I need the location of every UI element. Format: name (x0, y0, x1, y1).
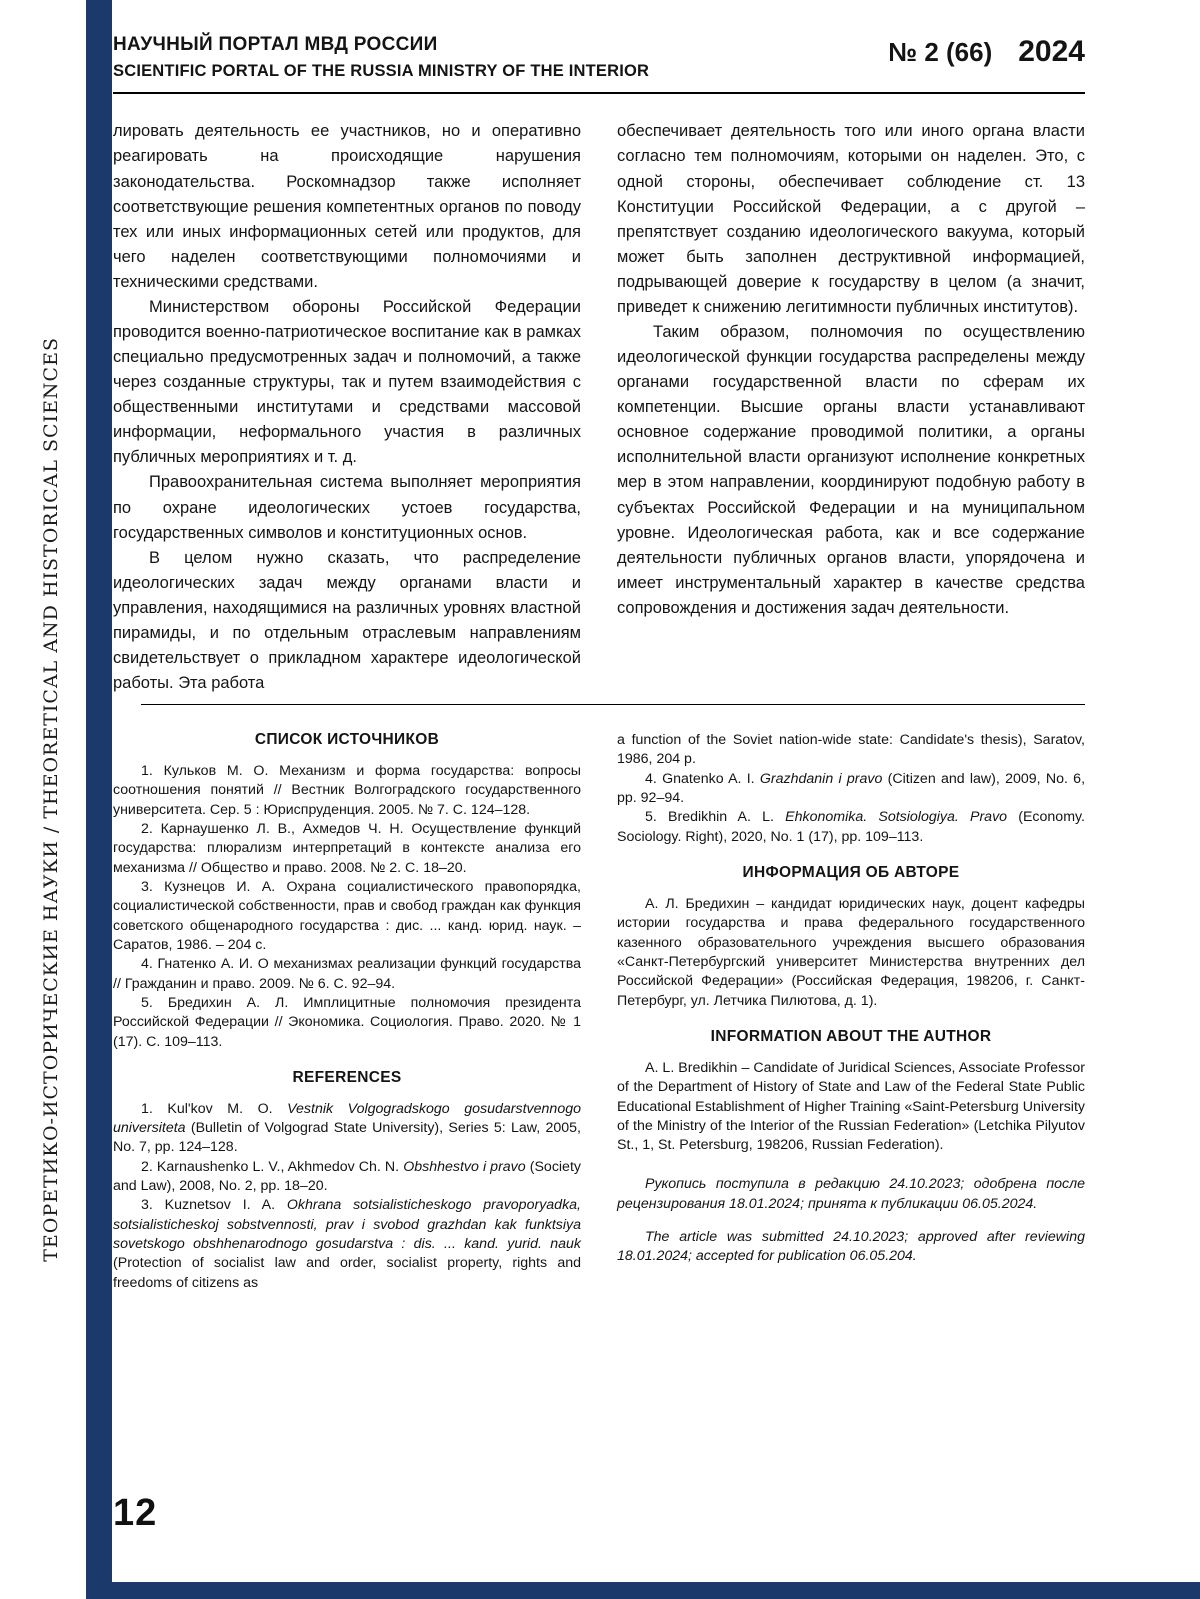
section-divider (141, 704, 1085, 705)
references-list (113, 1100, 581, 1293)
article-body (113, 119, 1085, 696)
left-accent-bar (86, 0, 112, 1599)
section-label: ТЕОРЕТИКО-ИСТОРИЧЕСКИЕ НАУКИ / THEORETICAL AND HISTORICAL SCIENCES (40, 337, 62, 1262)
paragraph: 1. Кульков М. О. Механизм и форма государства: вопросы соотношения понятий // Вестник Волгоградского государственного университета. Сер. 5 : Юриспруденция. 2005. № 7. С. 124–128. (113, 763, 581, 818)
header-rule (113, 92, 1085, 94)
paragraph: a function of the Soviet nation-wide state: Candidate's thesis), Saratov, 1986, 204 p. (617, 732, 1085, 768)
journal-header (113, 0, 1085, 81)
references-list-continued (617, 731, 1085, 847)
paragraph: В целом нужно сказать, что распределение идеологических задач между органами власти и управления, находящимися на различных уровнях властной пирамиды, и по отдельным отраслевым направлениям свидетельствует о прикладном характере идеологической работы. Эта работа (113, 548, 581, 693)
author-info-heading-en: INFORMATION ABOUT THE AUTHOR (710, 1027, 992, 1045)
article-right-column (617, 119, 1085, 696)
paragraph: Рукопись поступила в редакцию 24.10.2023; одобрена после рецензирования 18.01.2024; принята к публикации 06.05.2024. (617, 1176, 1085, 1212)
paragraph: 4. Gnatenko A. I. Grazhdanin i pravo (Citizen and law), 2009, No. 6, pp. 92–94. (617, 770, 1086, 807)
journal-titles (113, 33, 649, 81)
section-sidebar (20, 0, 82, 1599)
paragraph: 1. Kul'kov M. O. Vestnik Volgogradskogo gosudarstvennogo universiteta (Bulletin of Volgograd State University), Series 5: Law, 2005, No. 7, pp. 124–128. (113, 1100, 581, 1156)
paragraph: 5. Бредихин А. Л. Имплицитные полномочия президента Российской Федерации // Экономика. Социология. Право. 2020. № 1 (17). С. 109–113. (113, 994, 581, 1050)
paragraph: А. Л. Бредихин – кандидат юридических наук, доцент кафедры истории государства и права федерального государственного казенного образовательного учреждения высшего образования «Санкт-Петербургский университет Министерства внутренних дел Российской Федерации» (Российская Федерация, 198206, г. Санкт-Петербург, ул. Летчика Пилютова, д. 1). (617, 896, 1085, 1009)
issue-info (888, 33, 1085, 69)
paragraph: Министерством обороны Российской Федерации проводится военно-патриотическое воспитание как в рамках специально предусмотренных задач и полномочий, а также через созданные структуры, так и путем взаимодействия с общественными институтами и средствами массовой информации, неформального участия в различных публичных мероприятиях и т. д. (113, 297, 581, 467)
paragraph: Таким образом, полномочия по осуществлению идеологической функции государства распределены между органами государственной власти по сферам их компетенции. Высшие органы власти устанавливают основное содержание проводимой политики, а органы исполнительной власти организуют исполнение конкретных мер в этом направлении, координируют подобную работу в субъектах Российской Федерации и на муниципальном уровне. Идеологическая работа, как и все содержание деятельности публичных органов власти, упорядочена и имеет инструментальный характер в качестве средства сопровождения и достижения задач деятельности. (617, 323, 1085, 617)
page-number: 12 (113, 1492, 158, 1534)
references-section (113, 731, 1085, 1293)
paragraph: 2. Карнаушенко Л. В., Ахмедов Ч. Н. Осуществление функций государства: плюрализм интерпретаций в контексте анализа его механизма // Общество и право. 2008. № 2. С. 18–20. (113, 821, 581, 876)
paragraph: 3. Kuznetsov I. A. Okhrana sotsialisticheskogo pravoporyadka, sotsialisticheskoj sobstvennosti, prav i svobod grazhdan kak funktsiya sovetskogo obshhenarodnogo gosudarstva : dis. ... kand. yurid. nauk (Protection of socialist law and order, socialist property, rights and freedoms of citizens as (113, 1197, 581, 1291)
author-info-en (617, 1059, 1085, 1156)
issue-year: 2024 (1018, 35, 1085, 68)
author-info-ru (617, 895, 1085, 1011)
paragraph: A. L. Bredikhin – Candidate of Juridical Sciences, Associate Professor of the Department of History of State and Law of the Federal State Public Educational Establishment of Higher Training «Saint-Petersburg University of the Ministry of the Interior of the Russian Federation» (Letchika Pilyutov St., 1, St. Petersburg, 198206, Russian Federation). (617, 1059, 1085, 1154)
submission-dates (617, 1175, 1085, 1266)
article-left-column (113, 119, 581, 696)
paragraph: 4. Гнатенко А. И. О механизмах реализации функций государства // Гражданин и право. 2009. № 6. С. 92–94. (113, 956, 581, 992)
paragraph: обеспечивает деятельность того или иного органа власти согласно тем полномочиям, которыми он наделен. Это, с одной стороны, обеспечивает соблюдение ст. 13 Конституции Российской Федерации, а с другой – препятствует созданию идеологического вакуума, который может быть заполнен деструктивной информацией, подрывающей доверие к государству в целом (а значит, приведет к снижению легитимности публичных институтов). (617, 122, 1085, 316)
bottom-accent-bar (86, 1582, 1200, 1599)
paragraph: The article was submitted 24.10.2023; approved after reviewing 18.01.2024; accepted for publication 06.05.204. (617, 1229, 1085, 1265)
issue-number: № 2 (66) (888, 37, 993, 67)
paragraph: 5. Bredikhin A. L. Ehkonomika. Sotsiologiya. Pravo (Economy. Sociology. Right), 2020, No. 1 (17), pp. 109–113. (617, 809, 1085, 845)
references-heading: REFERENCES (292, 1068, 402, 1086)
paragraph: 2. Karnaushenko L. V., Akhmedov Ch. N. Obshhestvo i pravo (Society and Law), 2008, No. 2, pp. 18–20. (113, 1158, 581, 1195)
journal-title-en: SCIENTIFIC PORTAL OF THE RUSSIA MINISTRY OF THE INTERIOR (113, 61, 650, 80)
references-left-column (113, 731, 581, 1293)
sources-list (113, 762, 581, 1052)
paragraph: Правоохранительная система выполняет мероприятия по охране идеологических устоев государства, государственных символов и конституционных основ. (113, 473, 581, 542)
author-info-heading-ru: ИНФОРМАЦИЯ ОБ АВТОРЕ (742, 864, 960, 882)
paragraph: лировать деятельность ее участников, но и оперативно реагировать на происходящие нарушения законодательства. Роскомнадзор также исполняет соответствующие решения компетентных органов по поводу тех или иных информационных сетей или продуктов, для чего наделен соответствующими полномочиями и техническими средствами. (113, 122, 581, 291)
sources-heading: СПИСОК ИСТОЧНИКОВ (254, 731, 440, 749)
page-content (113, 0, 1085, 1293)
paragraph: 3. Кузнецов И. А. Охрана социалистического правопорядка, социалистической собственности, прав и свобод граждан как функция советского общенародного государства : дис. ... канд. юрид. наук. – Саратов, 1986. – 204 с. (113, 879, 581, 953)
journal-title-ru: НАУЧНЫЙ ПОРТАЛ МВД РОССИИ (113, 34, 438, 55)
references-right-column (617, 731, 1085, 1293)
